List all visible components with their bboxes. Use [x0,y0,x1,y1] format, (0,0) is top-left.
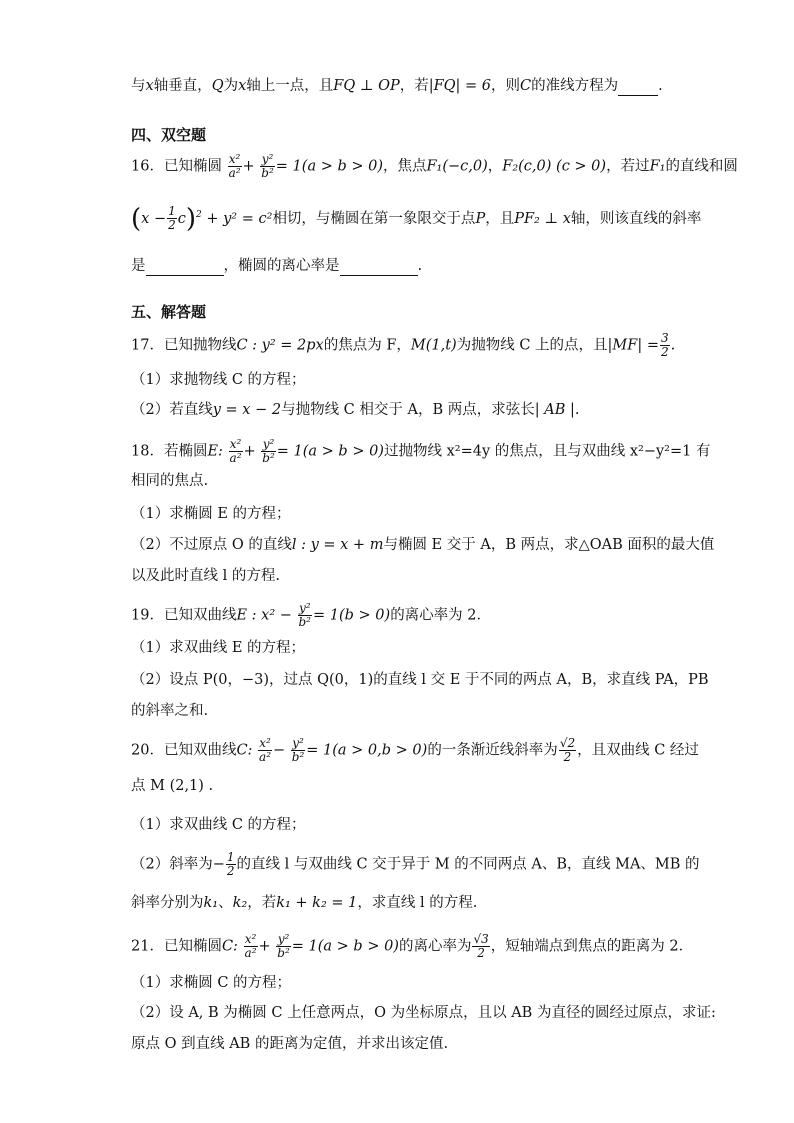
question-21-line-1: 21．已知椭圆C: $\frac{\text{x²}}{\text{a²}}$ + $\frac{\text{y²}}{\text{b²}}$ = 1(a > b > 0)的离心率为 $\frac{√3}{2}$ ，短轴端点到焦点的距离为 2． [131,932,694,960]
question-19-part-2-cont: 的斜率之和. [131,703,209,719]
question-17-part-1: （1）求抛物线 C 的方程； [131,372,306,388]
question-16-line-2: (x − $\frac{1}{2}$ c)$^2$ + y² = c²相切，与椭圆在第一象限交于点P，且PF₂ ⊥ x轴，则该直线的斜率 [131,203,702,234]
question-18-part-2-cont: 以及此时直线 l 的方程. [131,568,280,584]
question-19-line-1: 19．已知双曲线E : x² − $\frac{\text{y²}}{\text{b²}}$ = 1(b > 0)的离心率为 2． [131,601,492,629]
question-20-part-2: （2）斜率为− $\frac{1}{2}$ 的直线 l 与双曲线 C 交于异于 M 的不同两点 A、B，直线 MA、MB 的 [131,850,700,878]
question-16-line-1: 16．已知椭圆 $\frac{\text{x²}}{\text{a²}}$ + $\frac{\text{y²}}{\text{b²}}$ = 1(a > b > 0)，焦点F₁(−c,0)，F₂(c,0) (c > 0)，若过F₁的直线和圆 [131,152,738,180]
question-18-part-2: （2）不过原点 O 的直线l : y = x + m与椭圆 E 交于 A，B 两点，求△OAB 面积的最大值 [131,537,715,553]
question-17-line-1: 17．已知抛物线C : y² = 2px的焦点为 F，M(1,t)为抛物线 C 上的点，且|MF| = $\frac{3}{2}$ . [131,331,676,359]
question-17-part-2: （2）若直线y = x − 2与抛物线 C 相交于 A，B 两点，求弦长| AB |. [131,402,580,418]
section-title-5: 五、解答题 [131,303,207,321]
question-20-line-2: 点 M (2,1) . [131,778,214,794]
question-19-part-1: （1）求双曲线 E 的方程； [131,640,306,656]
question-21-part-2-cont: 原点 O 到直线 AB 的距离为定值，并求出该定值. [131,1036,449,1052]
answer-blank[interactable] [618,81,658,96]
question-20-part-2-cont: 斜率分别为k₁、k₂，若k₁ + k₂ = 1，求直线 l 的方程. [131,895,478,911]
question-18-line-1: 18．若椭圆E: $\frac{\text{x²}}{\text{a²}}$ + $\frac{\text{y²}}{\text{b²}}$ = 1(a > b > 0)过抛物线 x²=4y 的焦点，且与双曲线 x²−y²=1 有 [131,437,711,465]
question-18-part-1: （1）求椭圆 E 的方程； [131,506,291,522]
question-20-part-1: （1）求双曲线 C 的方程； [131,817,306,833]
question-21-part-1: （1）求椭圆 C 的方程； [131,975,292,991]
question-20-line-1: 20．已知双曲线C: $\frac{\text{x²}}{\text{a²}}$ − $\frac{\text{y²}}{\text{b²}}$ = 1(a > 0,b > 0)的一条渐近线斜率为 $\frac{√2}{2}$ ，且双曲线 C 经过 [131,736,699,764]
answer-blank[interactable] [340,261,418,276]
question-21-part-2: （2）设 A, B 为椭圆 C 上任意两点，O 为坐标原点，且以 AB 为直径的圆经过原点，求证: [131,1005,716,1021]
section-title-4: 四、双空题 [131,126,207,144]
question-19-part-2: （2）设点 P(0，−3)，过点 Q(0，1)的直线 l 交 E 于不同的两点 A，B，求直线 PA，PB [131,672,709,688]
question-18-line-2: 相同的焦点. [131,473,209,489]
question-16-line-3: 是 ，椭圆的离心率是 . [131,258,423,274]
answer-blank[interactable] [146,261,224,276]
top-line: 与x轴垂直，Q为x轴上一点，且FQ ⊥ OP，若|FQ| = 6，则C的准线方程为 . [131,78,663,94]
